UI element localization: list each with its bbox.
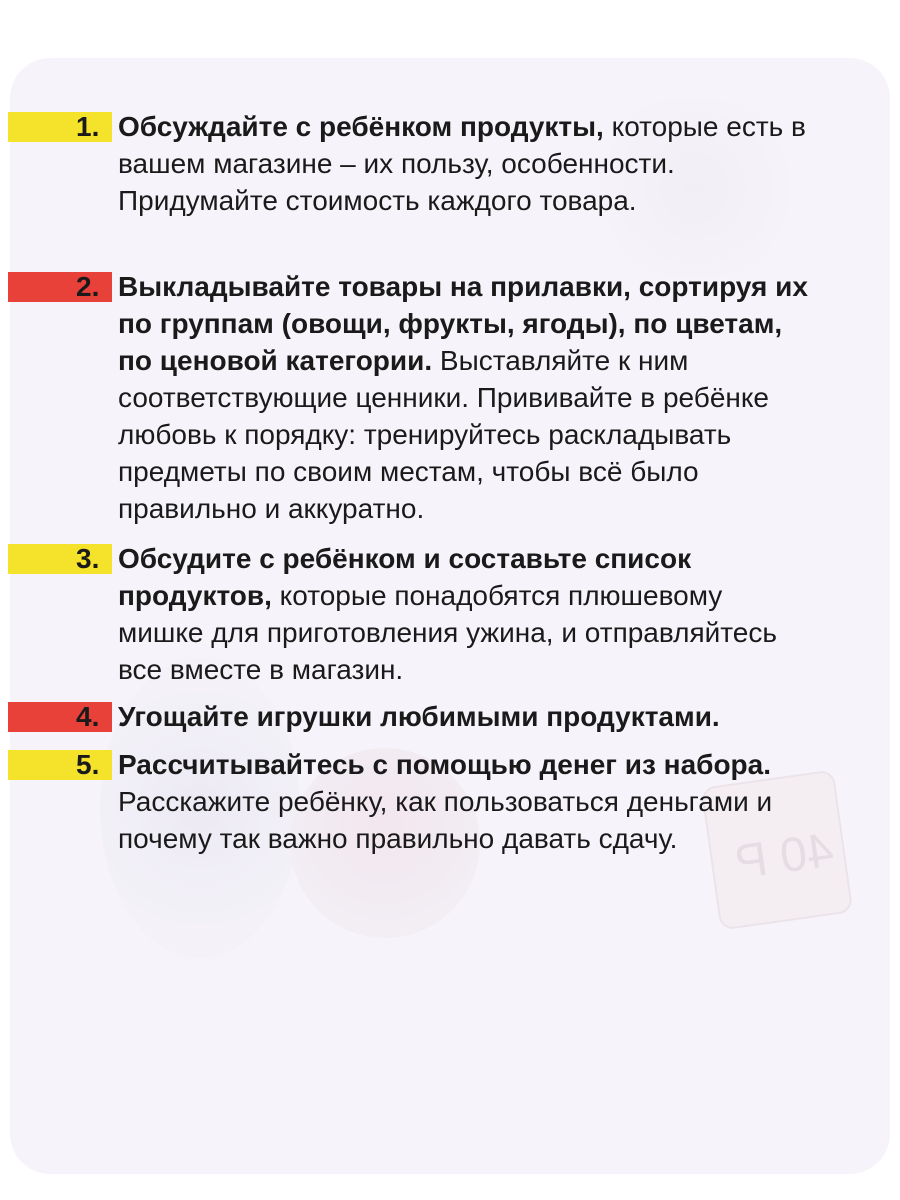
item-regular-text: которые понадобятся плюшевому мишке для приготовления ужина, и отправляйтесь все вместе в магазин.	[118, 580, 777, 685]
item-bold-text: Обсудите с ребёнком и составьте список продуктов,	[118, 543, 692, 611]
item-number: 2.	[76, 271, 100, 302]
item-bold-text: Рассчитывайтесь с помощью денег из набора.	[118, 749, 771, 780]
item-regular-text: Расскажите ребёнку, как пользоваться деньгами и почему так важно правильно давать сдачу.	[118, 786, 773, 854]
item-number: 1.	[76, 111, 100, 142]
item-regular-text: которые есть в вашем магазине – их пользу, особенности. Придумайте стоимость каждого товара.	[118, 111, 806, 216]
price-tag-illustration: 40 Р	[701, 769, 854, 930]
item-bold-text: Угощайте игрушки любимыми продуктами.	[118, 701, 720, 732]
item-regular-text: Выставляйте к ним соответствующие ценники. Прививайте в ребёнке любовь к порядку: тренируйтесь раскладывать предметы по своим местам, чтобы всё было правильно и аккуратно.	[118, 345, 769, 524]
item-number: 4.	[76, 701, 100, 732]
item-text	[118, 746, 808, 857]
item-text	[118, 540, 808, 688]
item-number: 5.	[76, 749, 100, 780]
item-text	[118, 268, 808, 527]
item-number: 3.	[76, 543, 100, 574]
item-bold-text: Обсуждайте с ребёнком продукты,	[118, 111, 604, 142]
item-text	[118, 698, 808, 735]
item-text	[118, 108, 808, 219]
item-bold-text: Выкладывайте товары на прилавки, сортируя их по группам (овощи, фрукты, ягоды), по цветам, по ценовой категории.	[118, 271, 808, 376]
